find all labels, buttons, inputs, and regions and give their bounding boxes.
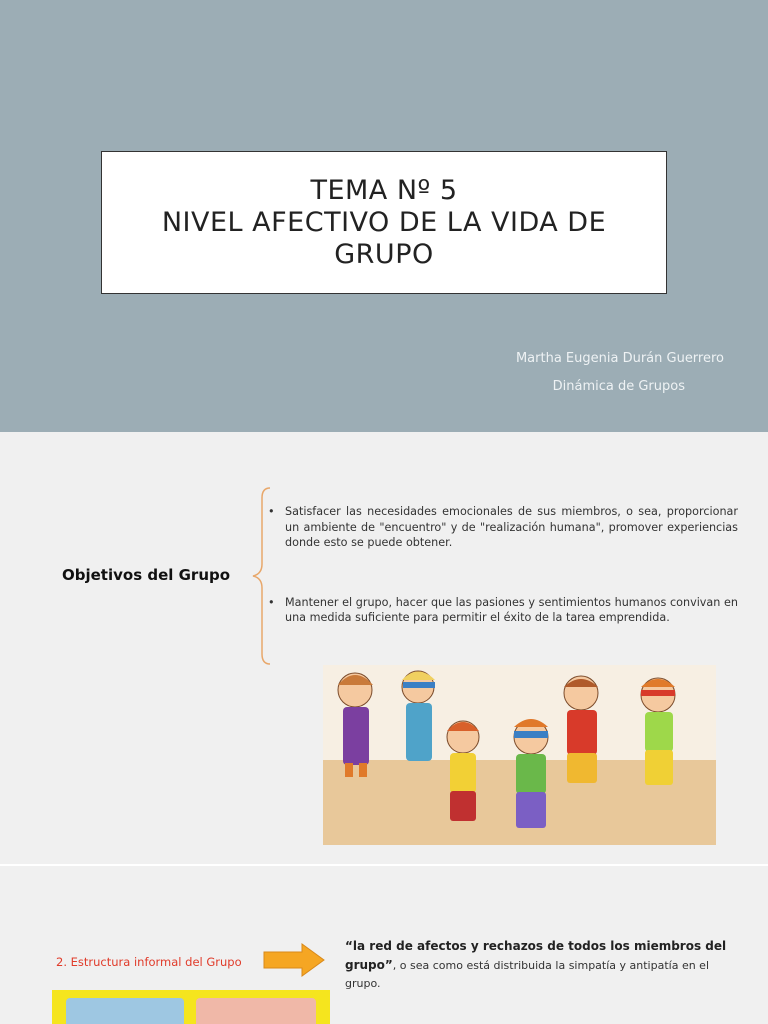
objectives-list <box>268 504 738 626</box>
arrow-right-icon <box>262 942 326 978</box>
title-slide <box>0 0 768 432</box>
list-item: • Satisfacer las necesidades emocionales de sus miembros, o sea, proporcionar un ambiente de "encuentro" y de "realización humana", promover experiencias donde esto se puede obtener. <box>268 504 738 551</box>
title-line-1: TEMA Nº 5 <box>310 174 458 206</box>
illustration-thumb-1 <box>66 998 184 1024</box>
structure-slide <box>0 866 768 1024</box>
objectives-slide <box>0 432 768 864</box>
author-name: Martha Eugenia Durán Guerrero <box>515 351 724 366</box>
title-line-2: NIVEL AFECTIVO DE LA VIDA DE <box>161 206 607 238</box>
objectives-label: Objetivos del Grupo <box>62 566 231 584</box>
children-illustration <box>323 665 716 845</box>
quote-bold: “la red de afectos y rechazos de todos los miembros del grupo” <box>345 939 727 972</box>
title-box <box>101 151 667 294</box>
illustration-thumb-2 <box>196 998 316 1024</box>
structure-quote <box>345 937 730 993</box>
course-name: Dinámica de Grupos <box>552 379 685 394</box>
structure-label: 2. Estructura informal del Grupo <box>56 955 242 969</box>
quote-rest: , o sea como está distribuida la simpatía y antipatía en el grupo. <box>345 959 709 990</box>
list-item: • Mantener el grupo, hacer que las pasiones y sentimientos humanos convivan en una medida suficiente para permitir el éxito de la tarea emprendida. <box>268 595 738 626</box>
structure-illustration <box>52 990 330 1024</box>
title-line-3: GRUPO <box>334 238 434 270</box>
